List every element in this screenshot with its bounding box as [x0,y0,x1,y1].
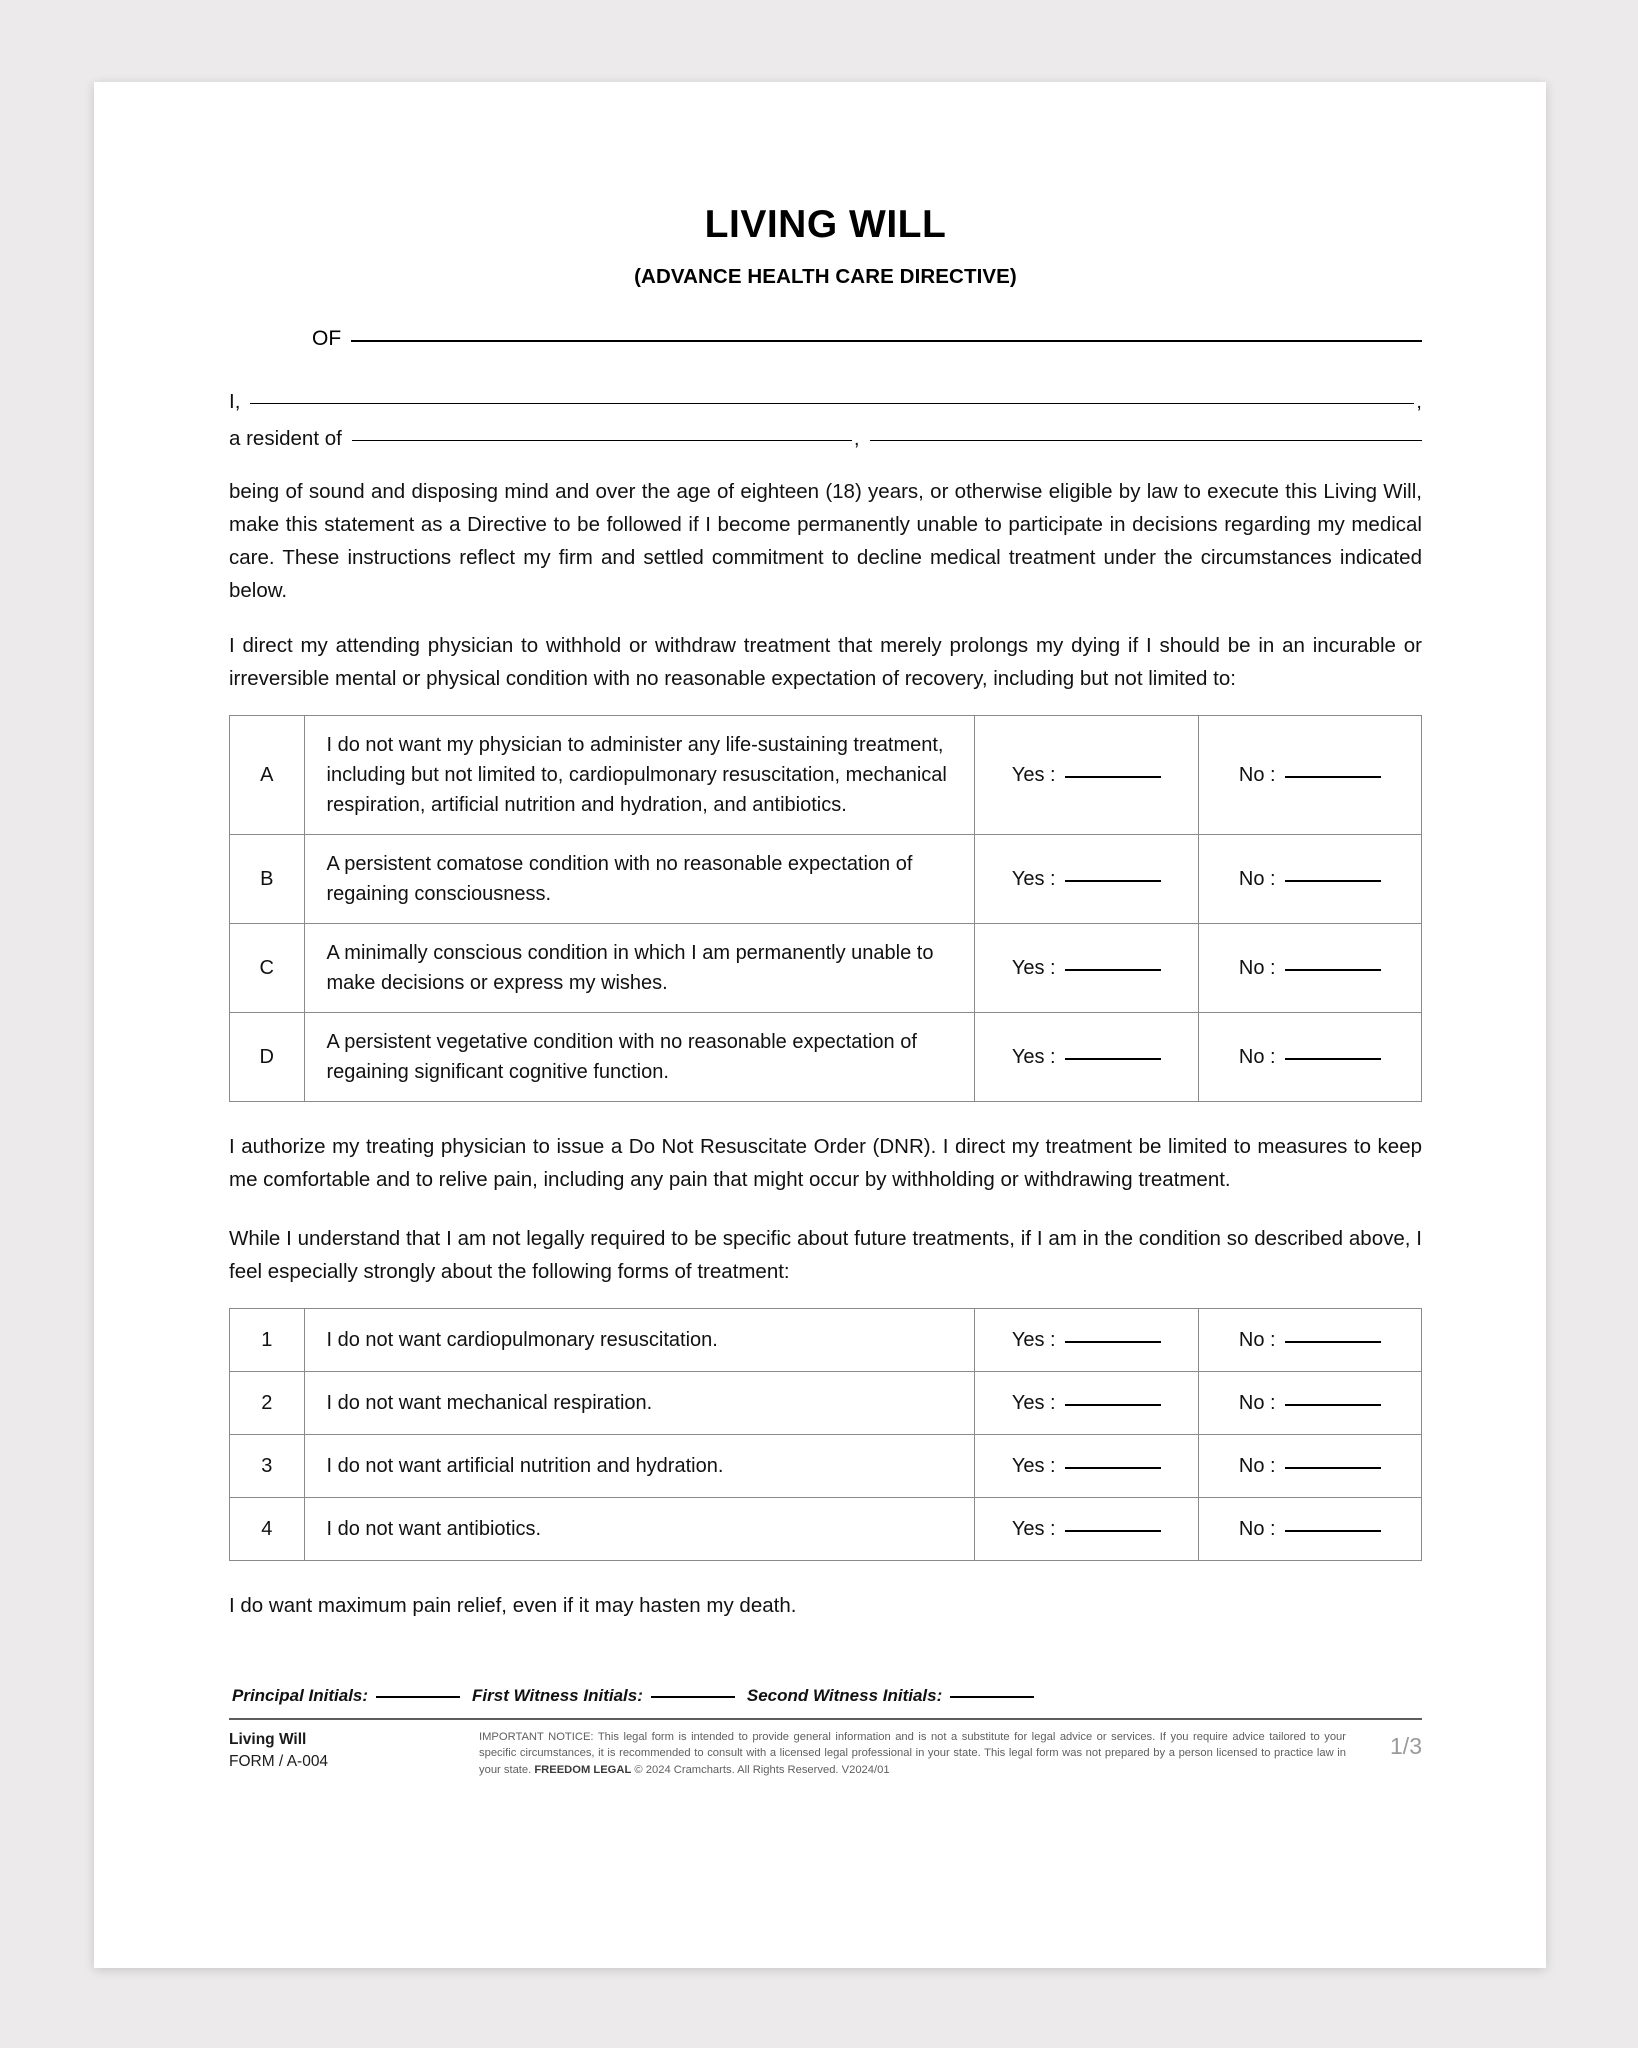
yes-field[interactable] [1012,864,1161,894]
row-yes-cell[interactable] [975,1434,1199,1497]
table-row [230,715,1422,834]
table-row [230,1497,1422,1560]
first-witness-initials-label: First Witness Initials: [472,1685,643,1705]
no-label: No : [1238,1517,1276,1540]
row-key: C [230,923,305,1012]
page-content [229,82,1422,1968]
footer-form-name: Living Will [229,1730,307,1748]
row-statement: A persistent comatose condition with no reasonable expectation of regaining consciousness. [304,834,975,923]
yes-blank[interactable] [1065,1467,1161,1469]
residence-comma: , [853,426,860,450]
row-yes-cell[interactable] [975,1308,1199,1371]
principal-initials-blank[interactable] [376,1696,460,1698]
page-footer [229,1720,1422,1779]
first-witness-initials-group [472,1686,747,1706]
yes-blank[interactable] [1065,880,1161,882]
yes-label: Yes : [1011,763,1056,786]
yes-blank[interactable] [1065,1058,1161,1060]
while-paragraph: While I understand that I am not legally required to be specific about future treatments, if I am in the condition so described above, I feel especially strongly about the following forms of treatment: [229,1226,1422,1283]
declarant-name-comma: , [1416,389,1422,413]
yes-label: Yes : [1011,1454,1056,1477]
row-yes-cell[interactable] [975,715,1199,834]
of-blank-field[interactable] [351,340,1422,342]
row-yes-cell[interactable] [975,923,1199,1012]
no-blank[interactable] [1285,776,1381,778]
principal-initials-label: Principal Initials: [232,1685,369,1705]
yes-field[interactable] [1012,1325,1161,1355]
table-row [230,1012,1422,1101]
yes-blank[interactable] [1065,969,1161,971]
no-field[interactable] [1239,1388,1381,1418]
page-title: LIVING WILL [704,203,947,246]
row-statement: I do not want artificial nutrition and hydration. [304,1434,975,1497]
row-no-cell[interactable] [1198,834,1422,923]
no-field[interactable] [1239,1514,1381,1544]
direct-paragraph: I direct my attending physician to withhold or withdraw treatment that merely prolongs my dying if I should be in an incurable or irreversible mental or physical condition with no reasonable expectation of recovery, including but not limited to: [229,633,1422,690]
no-label: No : [1238,956,1276,979]
row-no-cell[interactable] [1198,1308,1422,1371]
yes-field[interactable] [1012,1514,1161,1544]
row-key: 1 [230,1308,305,1371]
table-row [230,1434,1422,1497]
no-label: No : [1238,867,1276,890]
footer-page-number: 1/3 [1390,1732,1422,1759]
footer-notice-text-1: IMPORTANT NOTICE: This legal form is intended to provide general information and is not a substitute for legal advice or services. If you require advice tailored to your specific circumstances, it is recommended to consult with a licensed legal professional in your state. This legal form was not prepared by a person licensed to practice law in your state. [479,1730,1346,1776]
row-statement: I do not want my physician to administer any life-sustaining treatment, including but not limited to, cardiopulmonary resuscitation, mechanical respiration, artificial nutrition and hydration, and antibiotics. [304,715,975,834]
residence-line [229,422,1422,455]
no-label: No : [1238,1391,1276,1414]
initials-line [229,1686,1422,1706]
table-row [230,1371,1422,1434]
first-witness-initials-blank[interactable] [651,1696,735,1698]
footer-notice-text-2: © 2024 Cramcharts. All Rights Reserved. V2024/01 [631,1763,890,1776]
yes-label: Yes : [1011,1328,1056,1351]
table-row [230,834,1422,923]
no-blank[interactable] [1285,1341,1381,1343]
no-label: No : [1238,763,1276,786]
second-witness-initials-label: Second Witness Initials: [746,1685,943,1705]
yes-blank[interactable] [1065,1341,1161,1343]
row-statement: I do not want cardiopulmonary resuscitation. [304,1308,975,1371]
no-blank[interactable] [1285,969,1381,971]
principal-initials-group [232,1686,472,1706]
yes-label: Yes : [1011,956,1056,979]
conditions-table [229,715,1422,1102]
declarant-name-blank[interactable] [250,403,1414,404]
of-label: OF [312,326,342,350]
no-field[interactable] [1239,1325,1381,1355]
yes-field[interactable] [1012,1388,1161,1418]
row-yes-cell[interactable] [975,1371,1199,1434]
no-blank[interactable] [1285,1530,1381,1532]
row-key: 4 [230,1497,305,1560]
yes-label: Yes : [1011,1045,1056,1068]
no-blank[interactable] [1285,1404,1381,1406]
residence-state-blank[interactable] [870,440,1422,441]
declarant-name-line [229,385,1422,418]
row-statement: I do not want antibiotics. [304,1497,975,1560]
no-field[interactable] [1239,864,1381,894]
no-field[interactable] [1239,953,1381,983]
yes-blank[interactable] [1065,1404,1161,1406]
footer-form-identity [229,1729,479,1773]
no-label: No : [1238,1045,1276,1068]
second-witness-initials-blank[interactable] [950,1696,1034,1698]
row-yes-cell[interactable] [975,1012,1199,1101]
row-no-cell[interactable] [1198,1371,1422,1434]
yes-field[interactable] [1012,953,1161,983]
footer-form-code: FORM / A-004 [229,1752,329,1770]
row-key: D [230,1012,305,1101]
document-page [94,82,1546,1968]
footer-notice-brand: FREEDOM LEGAL [534,1763,632,1776]
row-key: 3 [230,1434,305,1497]
page-subtitle: (ADVANCE HEALTH CARE DIRECTIVE) [634,264,1017,288]
yes-field[interactable] [1012,760,1161,790]
i-label: I, [229,389,241,413]
pain-relief-paragraph: I do want maximum pain relief, even if it may hasten my death. [229,1593,797,1617]
treatments-table [229,1308,1422,1561]
residence-city-blank[interactable] [352,440,852,441]
resident-label: a resident of [229,426,342,450]
row-no-cell[interactable] [1198,1497,1422,1560]
no-blank[interactable] [1285,1058,1381,1060]
dnr-paragraph: I authorize my treating physician to issue a Do Not Resuscitate Order (DNR). I direct my treatment be limited to measures to keep me comfortable and to relive pain, including any pain that might occur by withholding or withdrawing treatment. [229,1134,1422,1191]
yes-label: Yes : [1011,1517,1056,1540]
no-field[interactable] [1239,1451,1381,1481]
row-no-cell[interactable] [1198,1012,1422,1101]
second-witness-initials-group [747,1686,1046,1706]
footer-legal-notice [479,1729,1362,1779]
row-yes-cell[interactable] [975,834,1199,923]
yes-blank[interactable] [1065,776,1161,778]
table-row [230,1308,1422,1371]
no-label: No : [1238,1328,1276,1351]
intro-paragraph: being of sound and disposing mind and over the age of eighteen (18) years, or otherwise eligible by law to execute this Living Will, make this statement as a Directive to be followed if I become permanently unable to participate in decisions regarding my medical care. These instructions reflect my firm and settled commitment to decline medical treatment under the circumstances indicated below. [229,479,1422,602]
row-key: 2 [230,1371,305,1434]
of-line [229,327,1422,351]
row-no-cell[interactable] [1198,923,1422,1012]
no-field[interactable] [1239,760,1381,790]
yes-field[interactable] [1012,1042,1161,1072]
row-statement: A persistent vegetative condition with no reasonable expectation of regaining significant cognitive function. [304,1012,975,1101]
row-no-cell[interactable] [1198,1434,1422,1497]
row-key: B [230,834,305,923]
row-statement: I do not want mechanical respiration. [304,1371,975,1434]
yes-field[interactable] [1012,1451,1161,1481]
row-no-cell[interactable] [1198,715,1422,834]
yes-blank[interactable] [1065,1530,1161,1532]
row-key: A [230,715,305,834]
yes-label: Yes : [1011,867,1056,890]
yes-label: Yes : [1011,1391,1056,1414]
table-row [230,923,1422,1012]
no-blank[interactable] [1285,1467,1381,1469]
no-blank[interactable] [1285,880,1381,882]
no-field[interactable] [1239,1042,1381,1072]
no-label: No : [1238,1454,1276,1477]
row-yes-cell[interactable] [975,1497,1199,1560]
row-statement: A minimally conscious condition in which I am permanently unable to make decisions or express my wishes. [304,923,975,1012]
